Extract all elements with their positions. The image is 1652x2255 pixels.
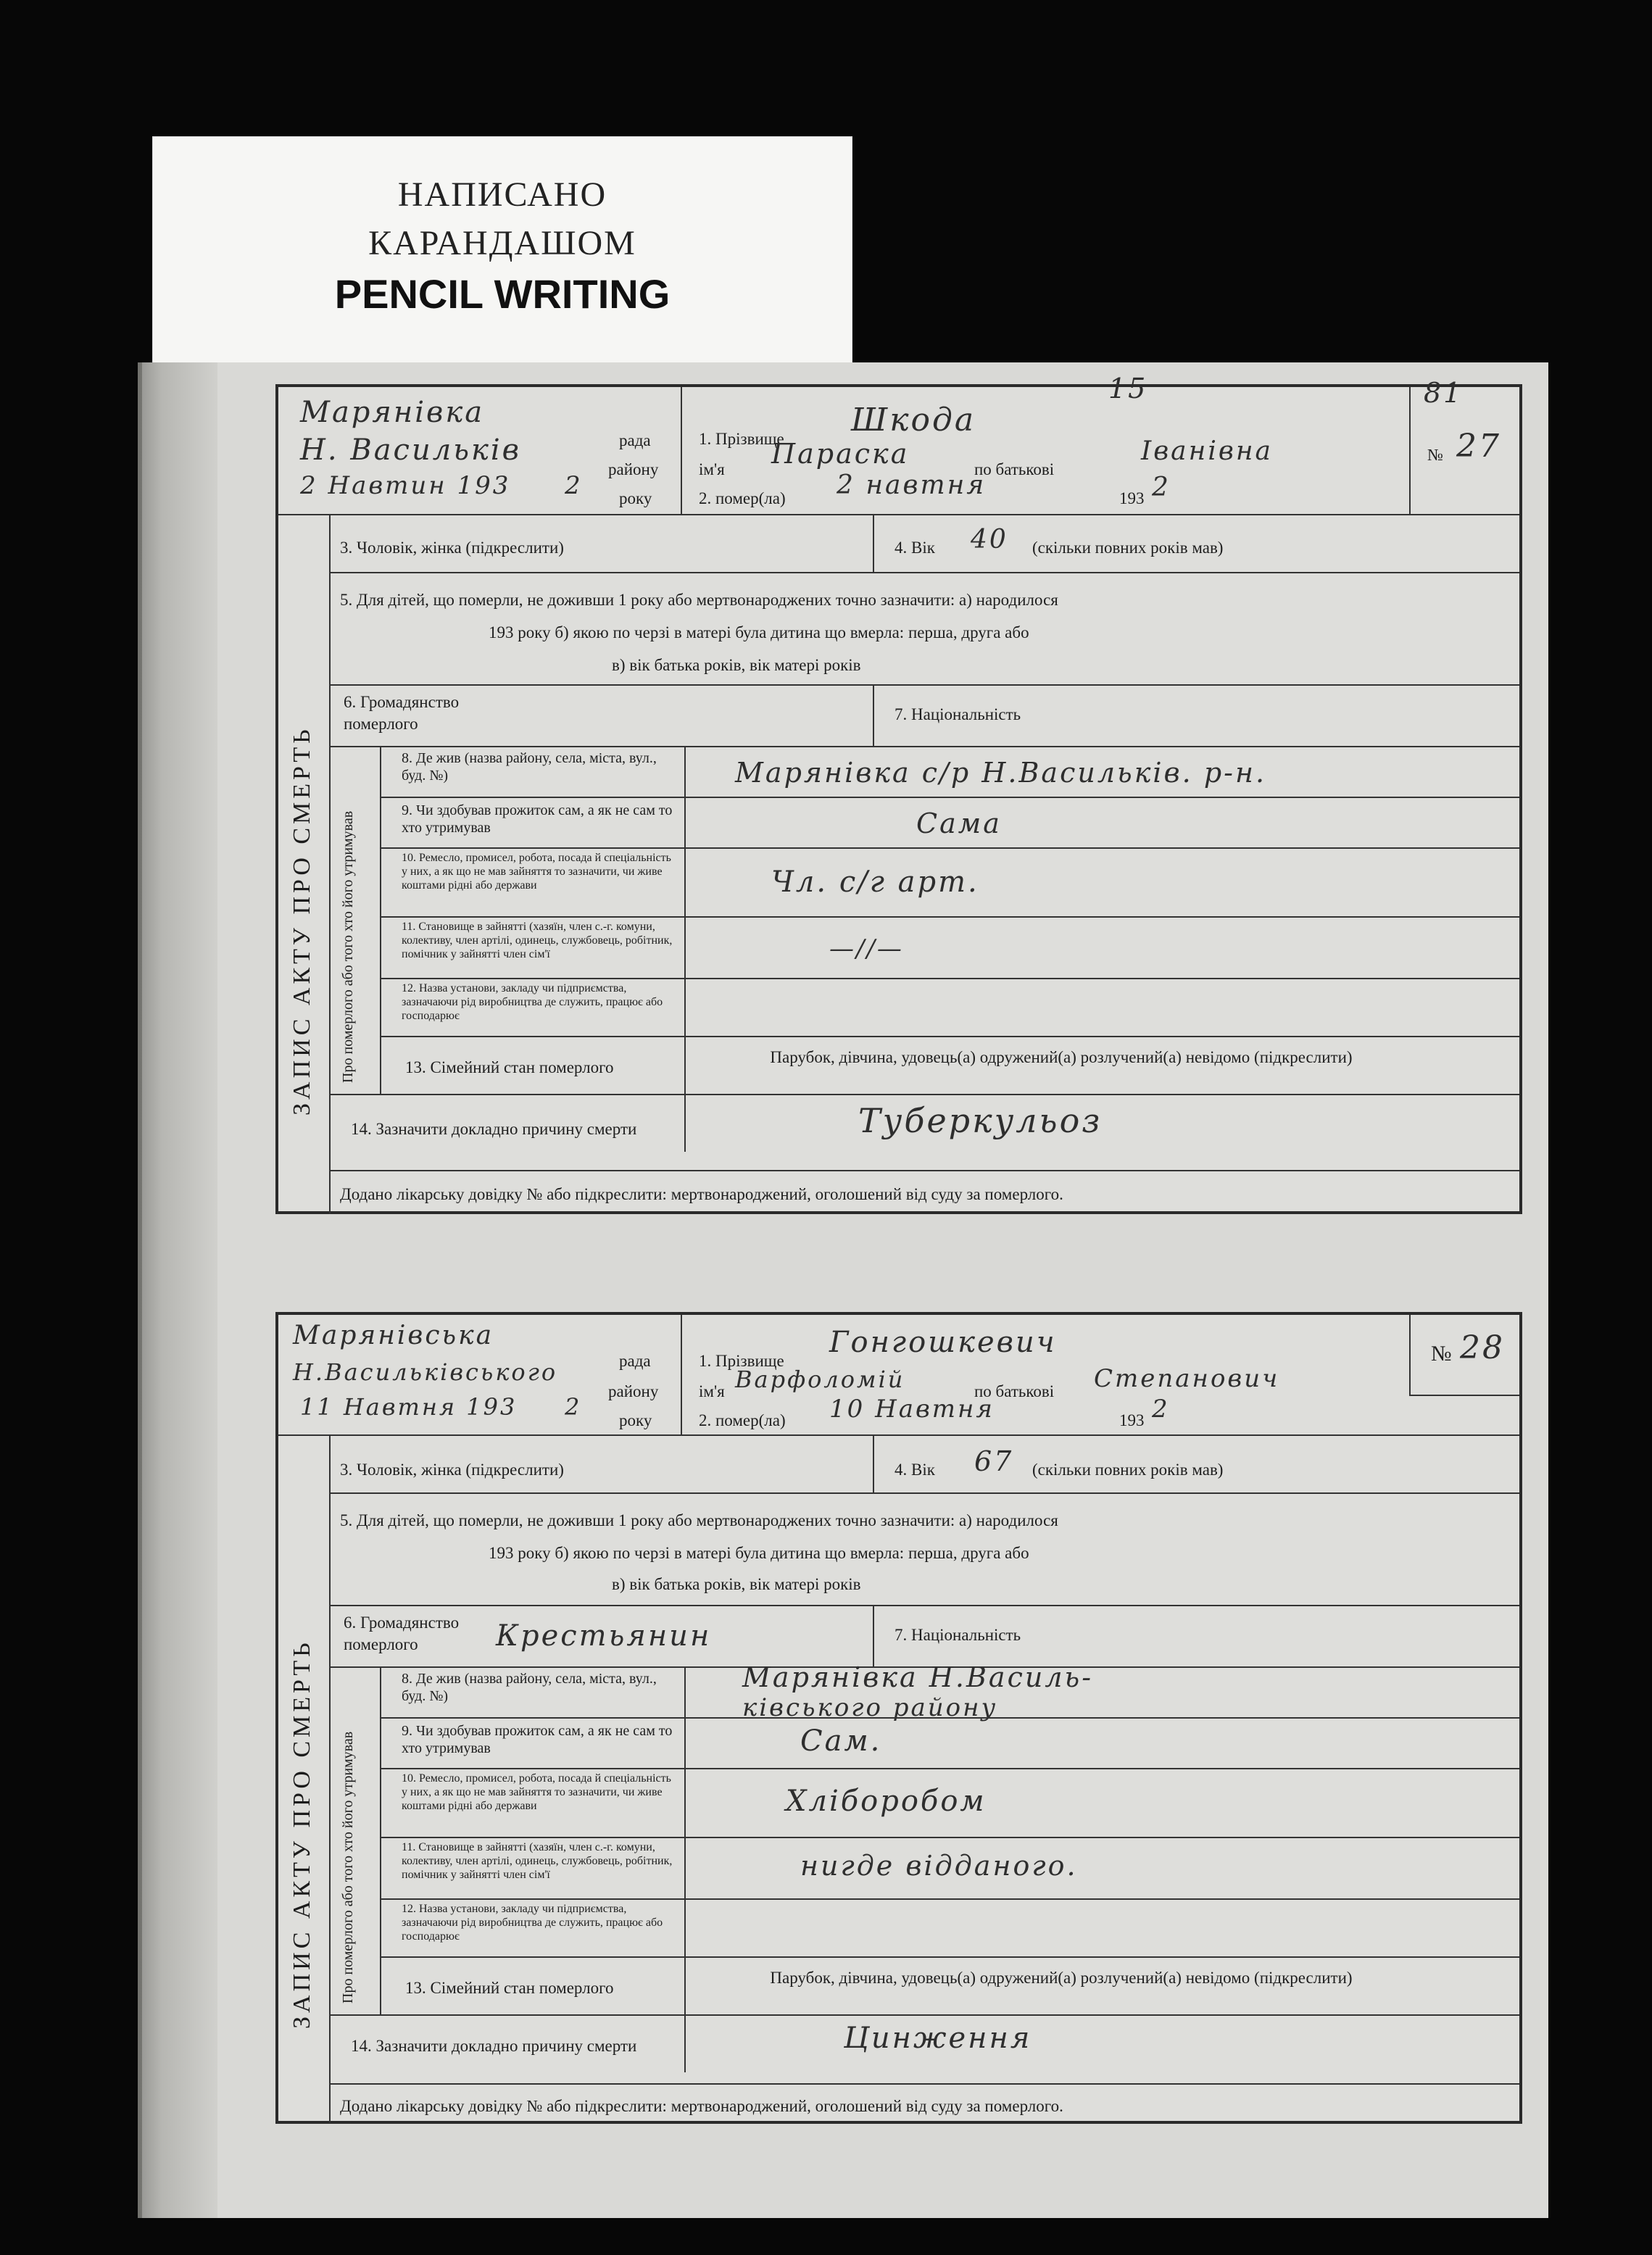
label-line-2: КАРАНДАШОМ xyxy=(368,224,636,262)
record1-occupation: Чл. с/г арт. xyxy=(771,865,979,899)
record2-death-year: 2 xyxy=(1152,1395,1170,1424)
label-f3: 3. Чоловік, жінка (підкреслити) xyxy=(340,1461,564,1479)
label-f7: 7. Національність xyxy=(895,705,1021,723)
label-year-prefix: 193 xyxy=(1119,1411,1145,1429)
label-rayonu: району xyxy=(608,1382,659,1400)
record1-surname: Шкода xyxy=(851,402,976,439)
label-f13: 13. Сімейний стан померлого xyxy=(405,1058,614,1076)
label-f14: 14. Зазначити докладно причину смерти xyxy=(351,1120,637,1138)
record1-reg-year: 2 xyxy=(565,471,583,500)
label-surname: 1. Прізвище xyxy=(699,430,784,448)
label-f6: 6. Громадянство померлого xyxy=(344,1614,460,1653)
record1-corner-number: 81 xyxy=(1424,377,1464,409)
record1-rayon: Н. Васильків xyxy=(300,433,521,467)
record1-act-number: 27 xyxy=(1456,428,1501,465)
record2-cause: Цинження xyxy=(844,2022,1032,2055)
label-f4: 4. Вік xyxy=(895,1461,935,1479)
label-f4-suffix: (скільки повних років мав) xyxy=(1032,539,1224,557)
record1-residence: Марянівка с/р Н.Васильків. р-н. xyxy=(735,757,1267,789)
record2-residence-line2: ківського району xyxy=(742,1693,998,1722)
label-f9: 9. Чи здобував прожиток сам, а як не сам то хто утримував xyxy=(402,1723,673,1756)
label-surname: 1. Прізвище xyxy=(699,1352,784,1370)
label-f5-line2: 193 року б) якою по черзі в матері була дитина що вмерла: перша, друга або xyxy=(489,623,1029,641)
label-f5-line1: 5. Для дітей, що померли, не доживши 1 року або мертвонароджених точно зазначити: а) народилося xyxy=(340,1511,1058,1529)
label-f12: 12. Назва установи, закладу чи підприємства, зазначаючи рід виробництва де служить, працює або господарює xyxy=(402,982,663,1022)
label-f11: 11. Становище в зайнятті (хазяїн, член с.-г. комуни, колективу, член артілі, одинець, службовець, робітник, помічник у зайнятті член сім'ї xyxy=(402,1841,673,1881)
record1-patronymic: Іванівна xyxy=(1141,436,1273,466)
label-f8: 8. Де жив (назва району, села, міста, вул., буд. №) xyxy=(402,1671,657,1704)
side-title: ЗАПИС АКТУ ПРО СМЕРТЬ xyxy=(289,726,315,1116)
record2-occupation: Хліборобом xyxy=(786,1785,987,1818)
record1-livelihood: Сама xyxy=(916,807,1002,839)
label-patronymic: по батькові xyxy=(974,1382,1055,1400)
record2-act-number: 28 xyxy=(1460,1329,1505,1366)
record1-rada: Марянівка xyxy=(300,396,485,429)
label-year-prefix: 193 xyxy=(1119,489,1145,507)
record1-reg-date: 2 Навтин 193 xyxy=(300,471,511,500)
label-f13-options: Парубок, дівчина, удовець(а) одружений(а) розлучений(а) невідомо (підкреслити) xyxy=(770,1969,1353,1987)
label-line-3: PENCIL WRITING xyxy=(334,271,671,317)
label-f5-line3: в) вік батька років, вік матері років xyxy=(612,656,861,674)
label-died: 2. помер(ла) xyxy=(699,489,786,507)
label-line-1: НАПИСАНО xyxy=(397,175,607,214)
label-f5-line3: в) вік батька років, вік матері років xyxy=(612,1575,861,1593)
page-edge-shadow xyxy=(138,362,217,2218)
pencil-writing-label-card xyxy=(152,136,852,370)
record2-residence-line1: Марянівка Н.Василь- xyxy=(742,1661,1094,1693)
label-f7: 7. Національність xyxy=(895,1626,1021,1644)
label-f9: 9. Чи здобував прожиток сам, а як не сам то хто утримував xyxy=(402,802,673,836)
label-rayonu: району xyxy=(608,460,659,478)
record1-death-year: 2 xyxy=(1152,473,1171,502)
label-footer: Додано лікарську довідку № або підкреслити: мертвонароджений, оголошений від суду за померлого. xyxy=(340,2097,1063,2115)
side-subtitle: Про померлого або того хто його утримував xyxy=(340,810,356,1083)
label-patronymic: по батькові xyxy=(974,460,1055,478)
record1-death-date: 2 навтня xyxy=(837,470,987,500)
record2-patronymic: Степанович xyxy=(1094,1364,1280,1393)
record2-rada: Марянівська xyxy=(293,1321,494,1350)
label-f12: 12. Назва установи, закладу чи підприємства, зазначаючи рід виробництва де служить, працює або господарює xyxy=(402,1903,663,1943)
record2-death-date: 10 Навтня xyxy=(829,1395,995,1424)
label-roku: року xyxy=(619,489,652,507)
label-f6: 6. Громадянство померлого xyxy=(344,693,460,733)
record2-reg-year: 2 xyxy=(565,1393,582,1421)
record2-reg-date: 11 Навтня 193 xyxy=(300,1393,518,1421)
record2-surname: Гонгошкевич xyxy=(829,1326,1057,1359)
label-f14: 14. Зазначити докладно причину смерти xyxy=(351,2037,637,2055)
record1-status: —//— xyxy=(829,934,904,963)
label-rada: рада xyxy=(619,1352,651,1370)
label-f11: 11. Становище в зайнятті (хазяїн, член с.-г. комуни, колективу, член артілі, одинець, службовець, робітник, помічник у зайнятті член сім'ї xyxy=(402,921,673,960)
label-rada: рада xyxy=(619,431,651,449)
label-f10: 10. Ремесло, промисел, робота, посада й спеціальність у них, а як що не мав зайняття то зазначити, чи живе коштами рідні або держави xyxy=(402,852,671,892)
label-name: ім'я xyxy=(699,1382,725,1400)
side-title: ЗАПИС АКТУ ПРО СМЕРТЬ xyxy=(289,1639,315,2029)
record2-citizenship: Крестьянин xyxy=(496,1619,712,1653)
label-roku: року xyxy=(619,1411,652,1429)
record1-corner-mark: 15 xyxy=(1108,373,1148,404)
label-no: № xyxy=(1427,446,1443,464)
label-footer: Додано лікарську довідку № або підкреслити: мертвонароджений, оголошений від суду за померлого. xyxy=(340,1185,1063,1203)
record2-employment: нигде відданого. xyxy=(800,1850,1078,1882)
label-name: ім'я xyxy=(699,460,725,478)
label-f13: 13. Сімейний стан померлого xyxy=(405,1979,614,1997)
record2-rayon: Н.Васильківського xyxy=(293,1358,558,1386)
death-record-form-2 xyxy=(275,1312,1522,2124)
label-f8: 8. Де жив (назва району, села, міста, вул., буд. №) xyxy=(402,750,657,784)
label-f4: 4. Вік xyxy=(895,539,935,557)
record1-age: 40 xyxy=(971,525,1008,555)
label-f5-line1: 5. Для дітей, що померли, не доживши 1 року або мертвонароджених точно зазначити: а) народилося xyxy=(340,591,1058,609)
label-f5-line2: 193 року б) якою по черзі в матері була дитина що вмерла: перша, друга або xyxy=(489,1544,1029,1562)
record2-age: 67 xyxy=(974,1445,1014,1477)
death-record-form-1 xyxy=(275,373,1522,1214)
record2-livelihood: Сам. xyxy=(800,1724,882,1758)
label-f13-options: Парубок, дівчина, удовець(а) одружений(а) розлучений(а) невідомо (підкреслити) xyxy=(770,1048,1353,1066)
label-f10: 10. Ремесло, промисел, робота, посада й спеціальність у них, а як що не мав зайняття то зазначити, чи живе коштами рідні або держави xyxy=(402,1772,671,1812)
label-f3: 3. Чоловік, жінка (підкреслити) xyxy=(340,539,564,557)
record2-name: Варфоломій xyxy=(735,1366,905,1393)
label-f4-suffix: (скільки повних років мав) xyxy=(1032,1461,1224,1479)
record1-cause: Туберкульоз xyxy=(858,1101,1103,1140)
label-died: 2. помер(ла) xyxy=(699,1411,786,1429)
side-subtitle: Про померлого або того хто його утримував xyxy=(340,1731,356,2003)
label-no: № xyxy=(1431,1342,1452,1366)
record1-name: Параска xyxy=(771,438,910,470)
